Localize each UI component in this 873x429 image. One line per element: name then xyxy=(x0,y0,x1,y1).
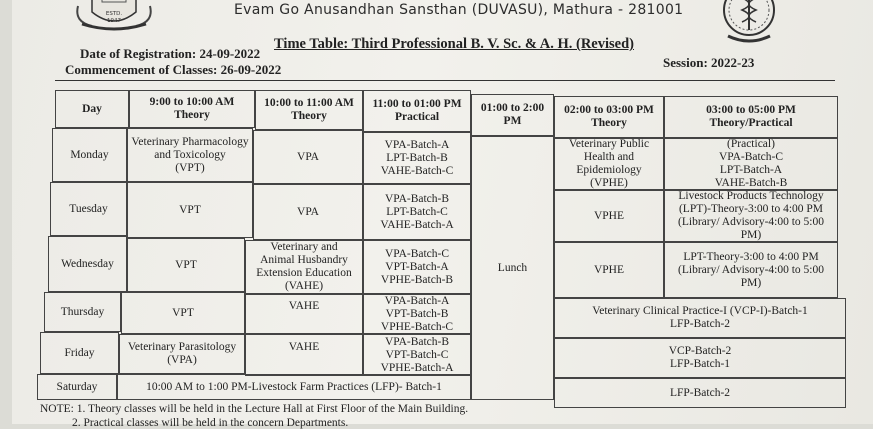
monday-period-5: Veterinary Public Health and Epidemiology (VPHE) xyxy=(554,138,664,190)
monday-period-2: VPA xyxy=(253,130,363,184)
svg-text:1947: 1947 xyxy=(107,18,121,24)
tuesday-period-2: VPA xyxy=(253,184,363,240)
day-thursday: Thursday xyxy=(44,292,121,332)
registration-date: Date of Registration: 24-09-2022 xyxy=(80,46,261,61)
lunch-break: Lunch xyxy=(471,136,554,400)
header-period-2: 10:00 to 11:00 AM Theory xyxy=(255,90,363,130)
monday-period-6: (Practical) VPA-Batch-C LPT-Batch-A VAHE-Batch-B xyxy=(664,138,838,190)
timetable-title: Time Table: Third Professional B. V. Sc. & A. H. (Revised) xyxy=(274,36,634,52)
tuesday-period-3: VPA-Batch-B LPT-Batch-C VAHE-Batch-A xyxy=(363,184,471,240)
logo-estd-text: ESTD. xyxy=(105,11,123,17)
saturday-period-1-3: 10:00 AM to 1:00 PM-Livestock Farm Practices (LFP)- Batch-1 xyxy=(117,374,471,400)
university-name: Evam Go Anusandhan Sansthan (DUVASU), Mathura - 281001 xyxy=(234,2,684,18)
day-tuesday: Tuesday xyxy=(50,182,127,236)
commencement-date: Commencement of Classes: 26-09-2022 xyxy=(65,62,282,77)
friday-period-2: VAHE xyxy=(245,334,363,376)
monday-period-1: Veterinary Pharmacology and Toxicology (VPT) xyxy=(127,128,253,182)
header-period-4: 01:00 to 2:00 PM xyxy=(471,94,554,136)
header-period-5: 02:00 to 03:00 PM Theory xyxy=(554,96,664,138)
university-crest-icon xyxy=(72,0,156,32)
thursday-period-3: VPA-Batch-A VPT-Batch-B VPHE-Batch-C xyxy=(363,294,471,334)
header-period-3: 11:00 to 01:00 PM Practical xyxy=(363,90,471,132)
wednesday-period-1: VPT xyxy=(127,238,245,292)
wednesday-period-3: VPA-Batch-C VPT-Batch-A VPHE-Batch-B xyxy=(363,240,471,294)
friday-period-1: Veterinary Parasitology (VPA) xyxy=(119,334,245,374)
session-label: Session: 2022-23 xyxy=(663,55,755,70)
note-1: NOTE: 1. Theory classes will be held in the Lecture Hall at First Floor of the Main Building. xyxy=(40,403,469,415)
wednesday-period-5: VPHE xyxy=(554,242,664,298)
tuesday-period-6: Livestock Products Technology (LPT)-Theory-3:00 to 4:00 PM (Library/ Advisory-4:00 to 5:00 PM) xyxy=(664,190,838,242)
header-day: Day xyxy=(55,90,129,128)
caduceus-emblem-icon xyxy=(718,0,780,48)
monday-period-3: VPA-Batch-A LPT-Batch-B VAHE-Batch-C xyxy=(363,132,471,184)
wednesday-period-6: LPT-Theory-3:00 to 4:00 PM (Library/ Advisory-4:00 to 5:00 PM) xyxy=(664,242,838,298)
day-wednesday: Wednesday xyxy=(48,236,127,292)
thursday-period-1: VPT xyxy=(121,292,245,334)
note-2: 2. Practical classes will be held in the concern Departments. xyxy=(72,417,349,429)
header-period-1: 9:00 to 10:00 AM Theory xyxy=(129,90,255,128)
day-saturday: Saturday xyxy=(37,374,117,400)
thursday-period-5-6: Veterinary Clinical Practice-I (VCP-I)-Batch-1 LFP-Batch-2 xyxy=(554,298,846,338)
header-divider xyxy=(55,80,835,81)
friday-period-3: VPA-Batch-B VPT-Batch-C VPHE-Batch-A xyxy=(363,334,471,376)
wednesday-period-2: Veterinary and Animal Husbandry Extension Education (VAHE) xyxy=(245,240,363,294)
tuesday-period-5: VPHE xyxy=(554,190,664,242)
day-friday: Friday xyxy=(40,332,119,374)
saturday-period-5-6: LFP-Batch-2 xyxy=(554,378,846,408)
friday-period-5-6: VCP-Batch-2 LFP-Batch-1 xyxy=(554,338,846,378)
day-monday: Monday xyxy=(52,128,127,182)
tuesday-period-1: VPT xyxy=(127,182,253,238)
thursday-period-2: VAHE xyxy=(245,294,363,334)
header-period-6: 03:00 to 05:00 PM Theory/Practical xyxy=(664,96,838,138)
